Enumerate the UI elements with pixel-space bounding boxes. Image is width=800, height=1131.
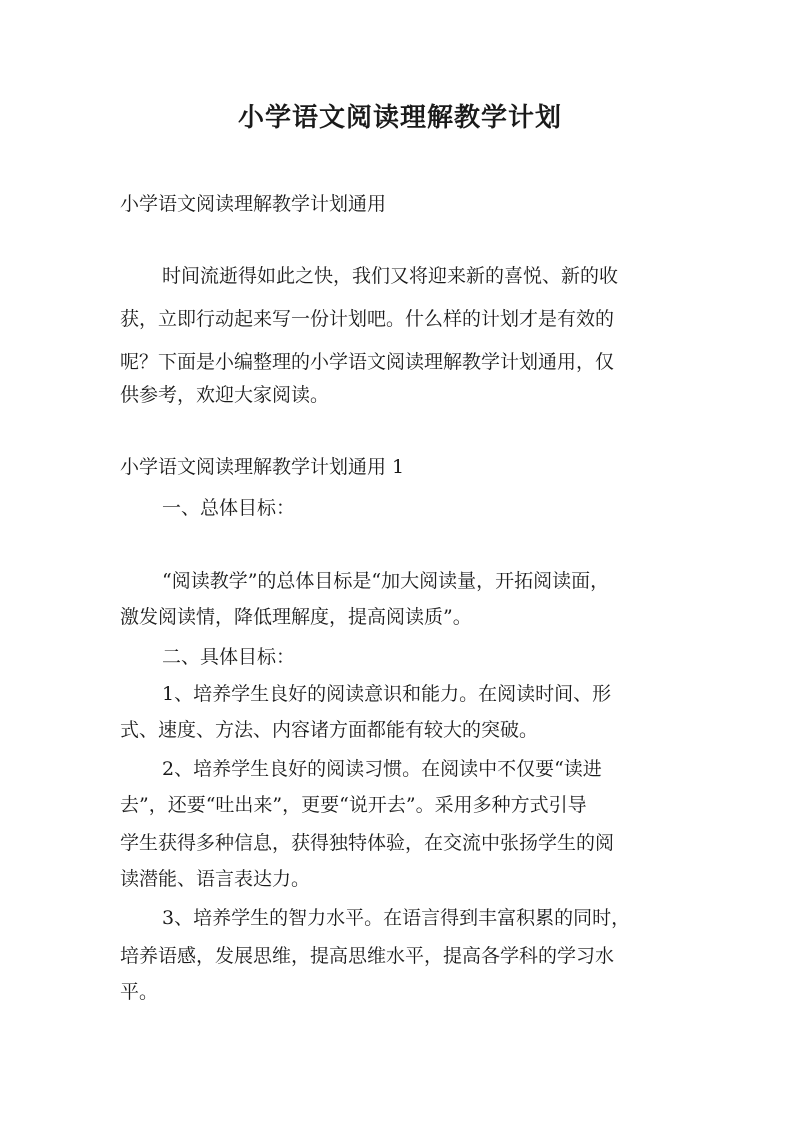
document-subtitle: 小学语文阅读理解教学计划通用 <box>120 193 387 215</box>
goal3-line-2: 培养语感，发展思维，提高思维水平，提高各学科的学习水 <box>120 945 615 967</box>
intro-line-1: 时间流逝得如此之快，我们又将迎来新的喜悦、新的收 <box>162 265 619 287</box>
overall-goal-line-2: 激发阅读情，降低理解度，提高阅读质”。 <box>120 606 472 628</box>
overall-goal-heading: 一、总体目标： <box>162 497 296 519</box>
goal2-line-3: 学生获得多种信息，获得独特体验，在交流中张扬学生的阅 <box>120 832 615 854</box>
intro-line-3: 呢？下面是小编整理的小学语文阅读理解教学计划通用，仅 <box>120 351 615 373</box>
goal1-line-2: 式、速度、方法、内容诸方面都能有较大的突破。 <box>120 719 539 741</box>
goal1-line-1: 1、培养学生良好的阅读意识和能力。在阅读时间、形 <box>162 683 612 705</box>
intro-line-2: 获，立即行动起来写一份计划吧。什么样的计划才是有效的 <box>120 308 615 330</box>
specific-goal-heading: 二、具体目标： <box>162 646 296 668</box>
goal2-line-2: 去”，还要“吐出来”，更要“说开去”。采用多种方式引导 <box>120 794 587 816</box>
goal2-line-4: 读潜能、语言表达力。 <box>120 868 311 890</box>
section-heading: 小学语文阅读理解教学计划通用 1 <box>120 456 405 478</box>
overall-goal-line-1: “阅读教学”的总体目标是“加大阅读量，开拓阅读面， <box>162 570 610 592</box>
document-title: 小学语文阅读理解教学计划 <box>237 103 562 133</box>
goal3-line-3: 平。 <box>120 981 159 1003</box>
goal3-line-1: 3、培养学生的智力水平。在语言得到丰富积累的同时， <box>162 907 631 929</box>
intro-line-4: 供参考，欢迎大家阅读。 <box>120 384 330 406</box>
goal2-line-1: 2、培养学生良好的阅读习惯。在阅读中不仅要“读进 <box>162 758 602 780</box>
